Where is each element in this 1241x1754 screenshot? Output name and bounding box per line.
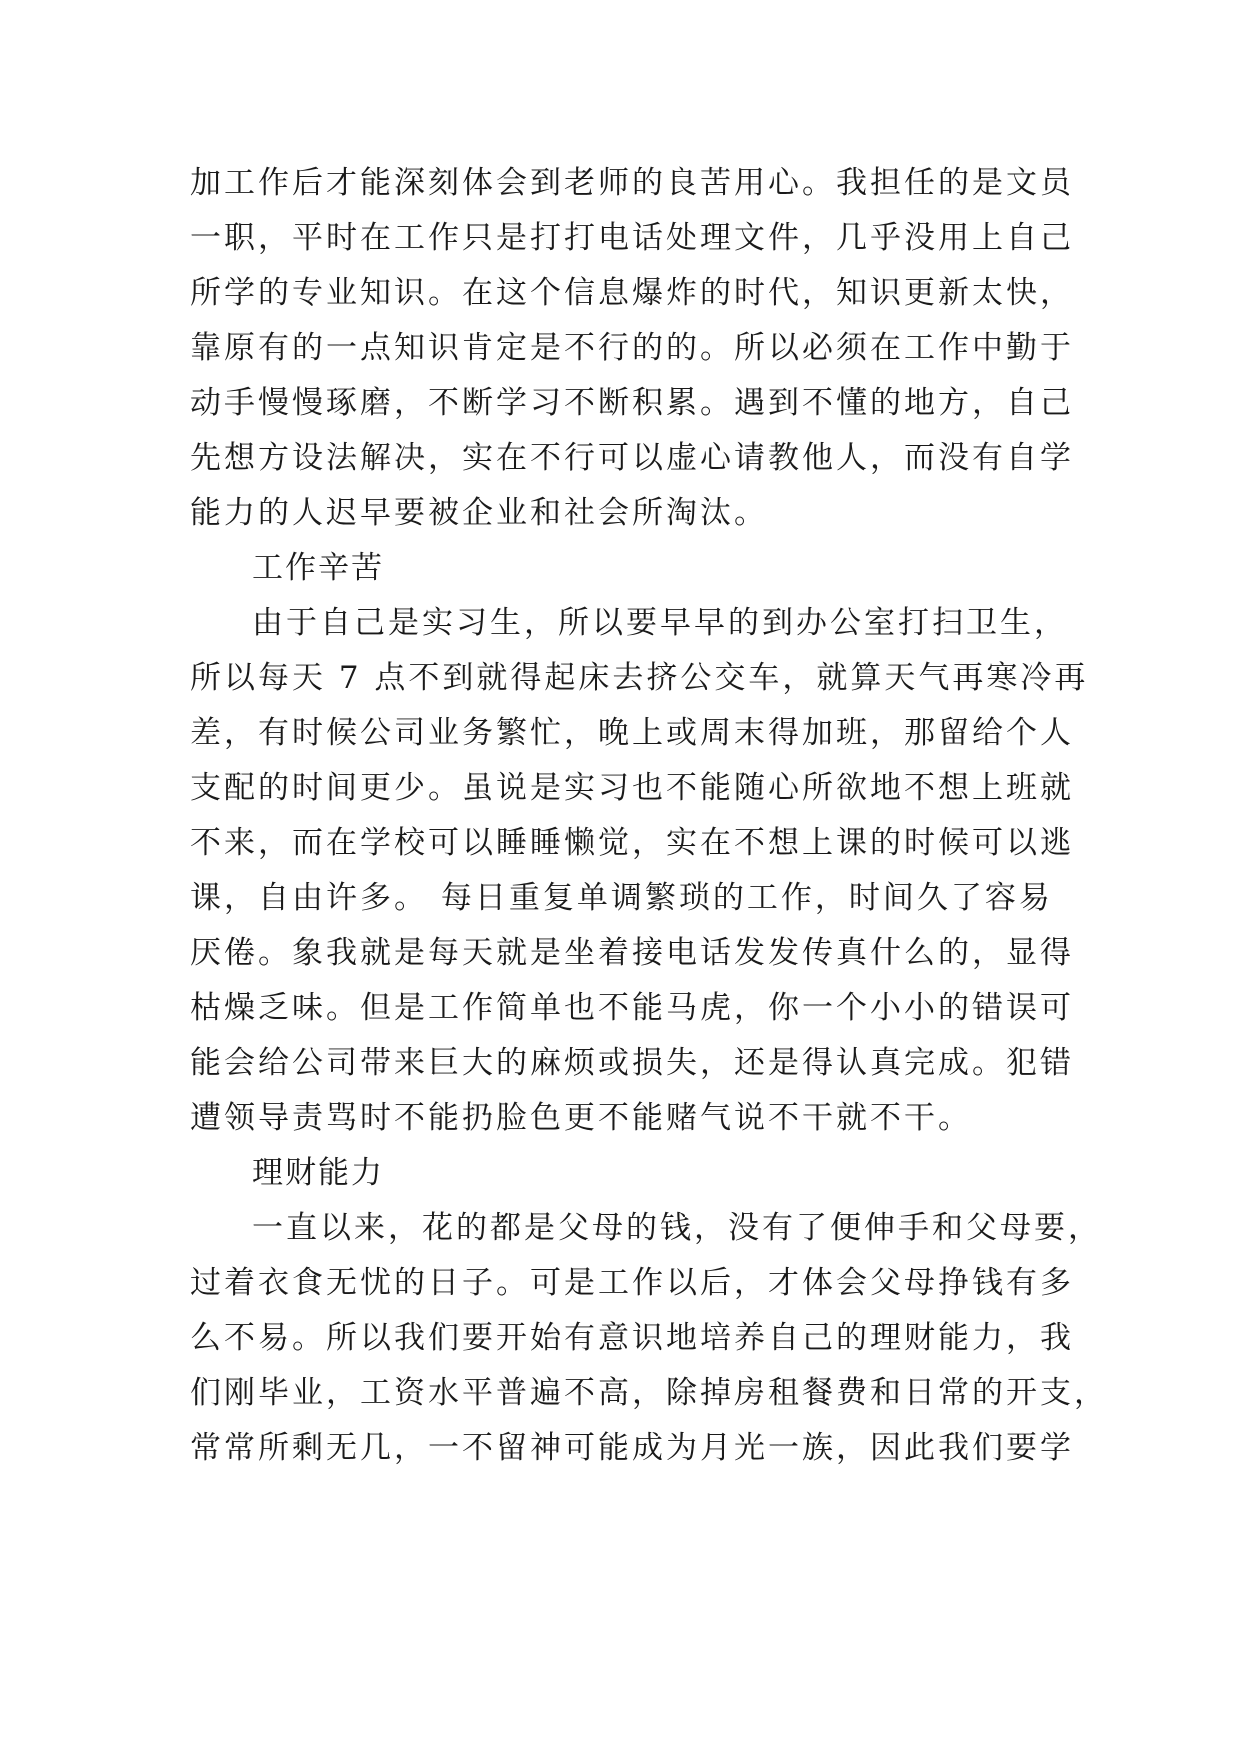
body-text-line: 所以每天 7 点不到就得起床去挤公交车，就算天气再寒冷再 bbox=[190, 660, 1089, 696]
body-text-line: 么不易。所以我们要开始有意识地培养自己的理财能力，我 bbox=[190, 1320, 1074, 1356]
body-text-line: 靠原有的一点知识肯定是不行的的。所以必须在工作中勤于 bbox=[190, 330, 1074, 366]
body-text-line: 加工作后才能深刻体会到老师的良苦用心。我担任的是文员 bbox=[190, 165, 1074, 201]
body-text-line: 支配的时间更少。虽说是实习也不能随心所欲地不想上班就 bbox=[190, 770, 1074, 806]
body-text-line: 厌倦。象我就是每天就是坐着接电话发发传真什么的，显得 bbox=[190, 935, 1074, 971]
section-heading-financial-ability: 理财能力 bbox=[252, 1155, 384, 1191]
body-text-line: 枯燥乏味。但是工作简单也不能马虎，你一个小小的错误可 bbox=[190, 990, 1074, 1026]
body-text-line: 不来，而在学校可以睡睡懒觉，实在不想上课的时候可以逃 bbox=[190, 825, 1074, 861]
body-text-line: 能会给公司带来巨大的麻烦或损失，还是得认真完成。犯错 bbox=[190, 1045, 1074, 1081]
body-text-line: 所学的专业知识。在这个信息爆炸的时代，知识更新太快， bbox=[190, 275, 1074, 311]
body-text-line: 差，有时候公司业务繁忙，晚上或周末得加班，那留给个人 bbox=[190, 715, 1074, 751]
body-text-line: 遭领导责骂时不能扔脸色更不能赌气说不干就不干。 bbox=[190, 1100, 972, 1136]
body-text-line: 过着衣食无忧的日子。可是工作以后，才体会父母挣钱有多 bbox=[190, 1265, 1074, 1301]
body-text-line: 一直以来，花的都是父母的钱，没有了便伸手和父母要， bbox=[252, 1210, 1102, 1246]
body-text-line: 课，自由许多。 每日重复单调繁琐的工作，时间久了容易 bbox=[190, 880, 1053, 916]
body-text-line: 由于自己是实习生，所以要早早的到办公室打扫卫生， bbox=[252, 605, 1068, 641]
body-text-line: 们刚毕业，工资水平普遍不高，除掉房租餐费和日常的开支， bbox=[190, 1375, 1108, 1411]
body-text-line: 动手慢慢琢磨，不断学习不断积累。遇到不懂的地方，自己 bbox=[190, 385, 1074, 421]
body-text-line: 能力的人迟早要被企业和社会所淘汰。 bbox=[190, 495, 768, 531]
section-heading-work-hardship: 工作辛苦 bbox=[252, 550, 384, 586]
body-text-line: 先想方设法解决，实在不行可以虚心请教他人，而没有自学 bbox=[190, 440, 1074, 476]
body-text-line: 一职，平时在工作只是打打电话处理文件，几乎没用上自己 bbox=[190, 220, 1074, 256]
body-text-line: 常常所剩无几，一不留神可能成为月光一族，因此我们要学 bbox=[190, 1430, 1074, 1466]
